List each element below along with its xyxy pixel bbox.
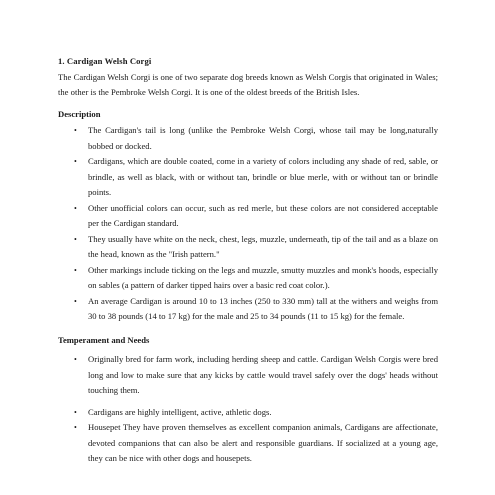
list-item-text: Cardigans are highly intelligent, active, athletic dogs.	[88, 406, 272, 417]
list-item-text: The Cardigan's tail is long (unlike the Pembroke Welsh Corgi, whose tail may be long,naturally bobbed or docked.	[88, 125, 438, 151]
list-item-text: Other markings include ticking on the legs and muzzle, smutty muzzles and monk's hoods, especially on sables (a pattern of darker tipped hairs over a basic red coat color.).	[88, 264, 438, 290]
temperament-list	[58, 352, 438, 467]
bullet-icon: •	[74, 355, 77, 364]
list-item-text: Cardigans, which are double coated, come in a variety of colors including any shade of red, sable, or brindle, as well as black, with or without tan, brindle or blue merle, with or without tan or brindle points.	[88, 156, 438, 197]
bullet-icon: •	[74, 423, 77, 432]
bullet-icon: •	[74, 203, 77, 213]
temperament-heading: Temperament and Needs	[58, 334, 150, 345]
list-item	[58, 405, 438, 421]
list-item	[58, 201, 438, 232]
document-page	[58, 54, 438, 467]
intro-paragraph: The Cardigan Welsh Corgi is one of two separate dog breeds known as Welsh Corgis that originated in Wales; the other is the Pembroke Welsh Corgi. It is one of the oldest breeds of the British Isles.	[58, 71, 438, 97]
list-item-text: Originally bred for farm work, including herding sheep and cattle. Cardigan Welsh Corgis were bred long and low to make sure that any kicks by cattle would travel safely over the dogs' heads without touching them.	[88, 354, 438, 395]
list-item-text: They usually have white on the neck, chest, legs, muzzle, underneath, tip of the tail and as a blaze on the head, known as the "Irish pattern."	[88, 233, 438, 259]
bullet-icon: •	[74, 407, 77, 417]
bullet-icon: •	[74, 126, 77, 135]
bullet-icon: •	[74, 296, 77, 306]
breed-heading: 1. Cardigan Welsh Corgi	[58, 56, 152, 66]
description-heading: Description	[58, 108, 101, 119]
list-item	[58, 123, 438, 154]
bullet-icon: •	[74, 234, 77, 244]
list-item	[58, 263, 438, 294]
list-item	[58, 154, 438, 201]
description-list	[58, 123, 438, 325]
list-item-text: Other unofficial colors can occur, such as red merle, but these colors are not considered acceptable per the Cardigan standard.	[88, 202, 438, 228]
list-item	[58, 420, 438, 467]
bullet-icon: •	[74, 157, 77, 166]
list-item-text: Housepet They have proven themselves as excellent companion animals, Cardigans are affectionate, devoted companions that can also be alert and responsible guardians. If socialized at a young age, they can be nice with other dogs and housepets.	[88, 422, 438, 463]
list-item	[58, 232, 438, 263]
list-item	[58, 352, 438, 399]
bullet-icon: •	[74, 265, 77, 275]
list-item	[58, 294, 438, 325]
list-item-text: An average Cardigan is around 10 to 13 inches (250 to 330 mm) tall at the withers and weighs from 30 to 38 pounds (14 to 17 kg) for the male and 25 to 34 pounds (11 to 15 kg) for the female.	[88, 295, 438, 321]
